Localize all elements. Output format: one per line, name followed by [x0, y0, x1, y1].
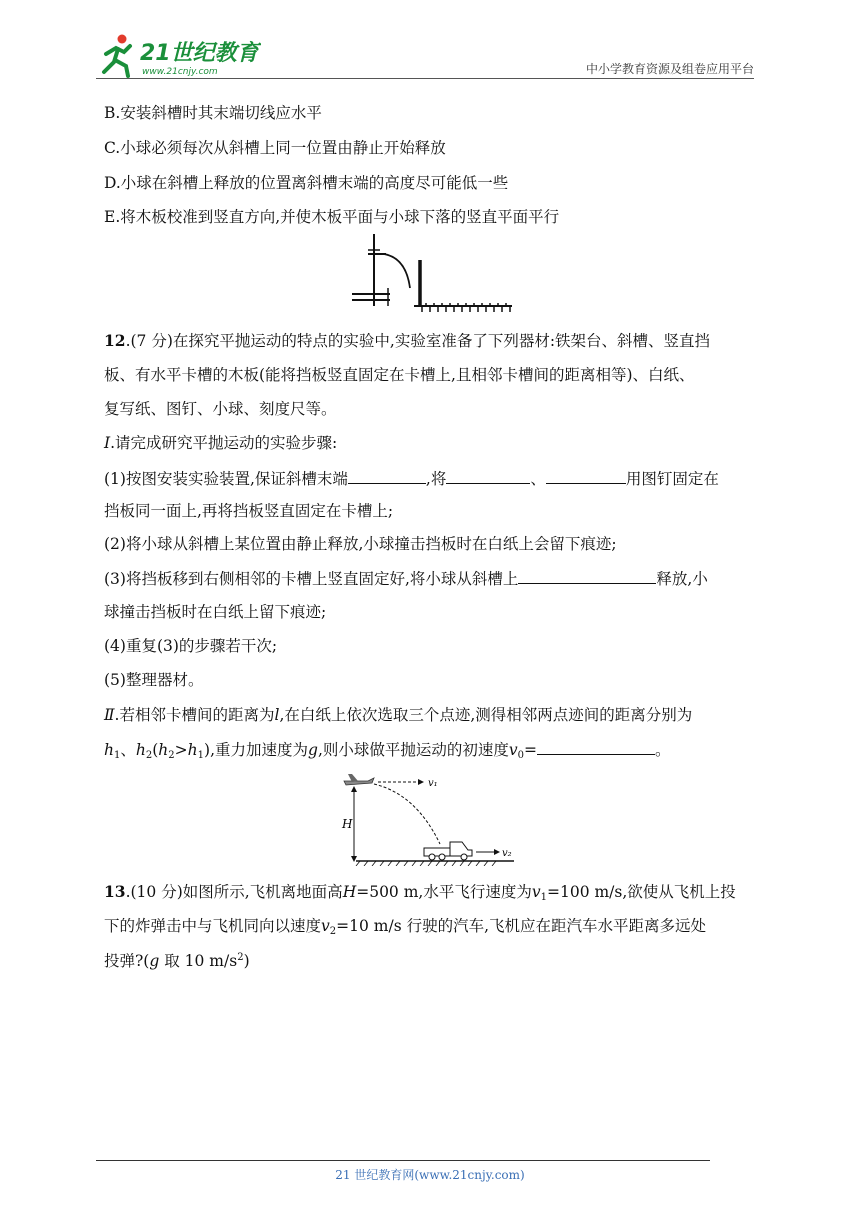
- step-3-cont: 球撞击挡板时在白纸上留下痕迹;: [104, 603, 327, 621]
- svg-text:H: H: [342, 817, 353, 831]
- part2-line-2: $h_1$、$h_2(h_2>h_1)$,重力加速度为g,则小球做平抛运动的初速度$v_0=$ 。: [104, 741, 671, 761]
- blank-5[interactable]: [537, 739, 655, 755]
- q12-intro-2: 板、有水平卡槽的木板(能将挡板竖直固定在卡槽上,且相邻卡槽间的距离相等)、白纸、: [104, 366, 695, 384]
- site-logo: [96, 32, 261, 78]
- step-1-cont: 挡板同一面上,再将挡板竖直固定在卡槽上;: [104, 502, 394, 520]
- blank-4[interactable]: [518, 568, 656, 584]
- logo-url: www.21cnjy.com: [142, 67, 218, 77]
- apparatus-figure: [350, 232, 516, 314]
- option-e: E.将木板校准到竖直方向,并使木板平面与小球下落的竖直平面平行: [104, 208, 560, 226]
- q12-intro-1: 12.(7 分)在探究平抛运动的特点的实验中,实验室准备了下列器材:铁架台、斜槽、竖直挡: [104, 331, 711, 350]
- option-b: B.安装斜槽时其末端切线应水平: [104, 104, 322, 122]
- option-d: D.小球在斜槽上释放的位置离斜槽末端的高度尽可能低一些: [104, 174, 509, 192]
- airplane-icon: [344, 774, 374, 785]
- blank-2[interactable]: [446, 468, 530, 484]
- logo-text: 21世纪教育: [140, 41, 259, 66]
- step-1: (1)按图安装实验装置,保证斜槽末端 ,将 、 用图钉固定在: [104, 470, 719, 488]
- footer-divider: [96, 1160, 710, 1161]
- option-c: C.小球必须每次从斜槽上同一位置由静止开始释放: [104, 139, 446, 157]
- footer-text[interactable]: 21 世纪教育网(www.21cnjy.com): [335, 1168, 525, 1182]
- runner-icon: [104, 35, 130, 77]
- plane-car-figure: [338, 770, 520, 866]
- step-4: (4)重复(3)的步骤若干次;: [104, 637, 278, 655]
- header-divider: [96, 78, 754, 79]
- platform-title: 中小学教育资源及组卷应用平台: [585, 62, 754, 76]
- q13-line-2: 下的炸弹击中与飞机同向以速度$v_2=10$ m/s 行驶的汽车,飞机应在距汽车水平距离多远处: [104, 917, 707, 937]
- svg-text:v₁: v₁: [428, 778, 438, 789]
- part1-heading: Ⅰ.请完成研究平抛运动的实验步骤:: [104, 434, 338, 452]
- q12-intro-3: 复写纸、图钉、小球、刻度尺等。: [104, 400, 337, 418]
- truck-icon: [424, 842, 472, 860]
- q13-line-1: 13.(10 分)如图所示,飞机离地面高H=500 m,水平飞行速度为$v_1=100$ m/s,欲使从飞机上投: [104, 882, 736, 903]
- step-2: (2)将小球从斜槽上某位置由静止释放,小球撞击挡板时在白纸上会留下痕迹;: [104, 535, 617, 553]
- svg-text:v₂: v₂: [502, 848, 512, 859]
- part2-line-1: Ⅱ.若相邻卡槽间的距离为l,在白纸上依次选取三个点迹,测得相邻两点迹间的距离分别为: [104, 706, 693, 724]
- blank-1[interactable]: [348, 468, 426, 484]
- blank-3[interactable]: [546, 468, 626, 484]
- step-3: (3)将挡板移到右侧相邻的卡槽上竖直固定好,将小球从斜槽上 释放,小: [104, 570, 708, 588]
- step-5: (5)整理器材。: [104, 671, 204, 689]
- q13-line-3: 投弹?(g 取 10 $m/s^2$): [104, 952, 250, 970]
